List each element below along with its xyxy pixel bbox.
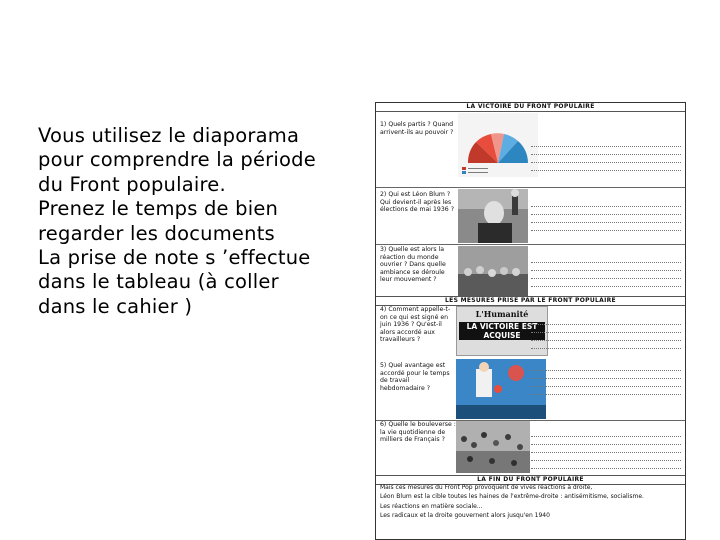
answer-lines-6 bbox=[531, 429, 681, 469]
intro-text bbox=[38, 124, 358, 319]
question-4: 4) Comment appelle-t-on ce qui est signé en juin 1936 ? Qu'est-il alors accordé aux travailleurs ? bbox=[380, 306, 451, 344]
intro-line: Prenez le temps de bien bbox=[38, 197, 279, 221]
answer-lines-1 bbox=[531, 139, 681, 171]
intro-line: regarder les documents bbox=[38, 221, 275, 245]
intro-line: dans le tableau (à coller bbox=[38, 270, 279, 294]
answer-lines-5 bbox=[531, 363, 681, 395]
intro-line: dans le cahier ) bbox=[38, 294, 193, 318]
newspaper-humanite: L'Humanité LA VICTOIRE EST ACQUISE bbox=[456, 306, 548, 356]
question-3: 3) Quelle est alors la réaction du monde ouvrier ? Dans quelle ambiance se déroule leur mouvement ? bbox=[380, 246, 446, 284]
intro-line: Vous utilisez le diaporama bbox=[38, 124, 300, 147]
question-6: 6) Quelle le bouleverse : la vie quotidienne de milliers de Français ? bbox=[380, 421, 456, 444]
section-title-end: LA FIN DU FRONT POPULAIRE bbox=[376, 475, 685, 485]
intro-line: La prise de note s ’effectue bbox=[38, 246, 311, 270]
intro-line: pour comprendre la période bbox=[38, 148, 316, 172]
intro-line: du Front populaire. bbox=[38, 172, 226, 196]
question-2: 2) Qui est Léon Blum ? Qui devient-il après les élections de mai 1936 ? bbox=[380, 191, 454, 214]
answer-lines-4 bbox=[531, 317, 681, 349]
section-title-measures: LES MESURES PRISE PAR LE FRONT POPULAIRE bbox=[376, 296, 685, 306]
strike-crowd-photo bbox=[458, 246, 528, 296]
section-title-victory: LA VICTOIRE DU FRONT POPULAIRE bbox=[376, 103, 685, 112]
election-pie-chart bbox=[458, 113, 538, 177]
answer-lines-2 bbox=[531, 199, 681, 231]
worksheet-image bbox=[375, 102, 686, 540]
leon-blum-photo bbox=[458, 189, 528, 243]
question-1: 1) Quels partis ? Quand arrivent-ils au pouvoir ? bbox=[380, 121, 454, 136]
end-summary: Mais ces mesures du Front Pop provoquent de vives réactions à droite, Léon Blum est la cible toutes les haines de l'extrême-droite : antisémitisme, socialisme. Les réactions en matière sociale... Les radicaux et la droite gouvernent alors jusqu'en 1940 bbox=[380, 484, 644, 520]
question-5: 5) Quel avantage est accordé pour le temps de travail hebdomadaire ? bbox=[380, 362, 450, 392]
answer-lines-3 bbox=[531, 255, 681, 287]
beach-crowd-photo bbox=[456, 421, 530, 473]
